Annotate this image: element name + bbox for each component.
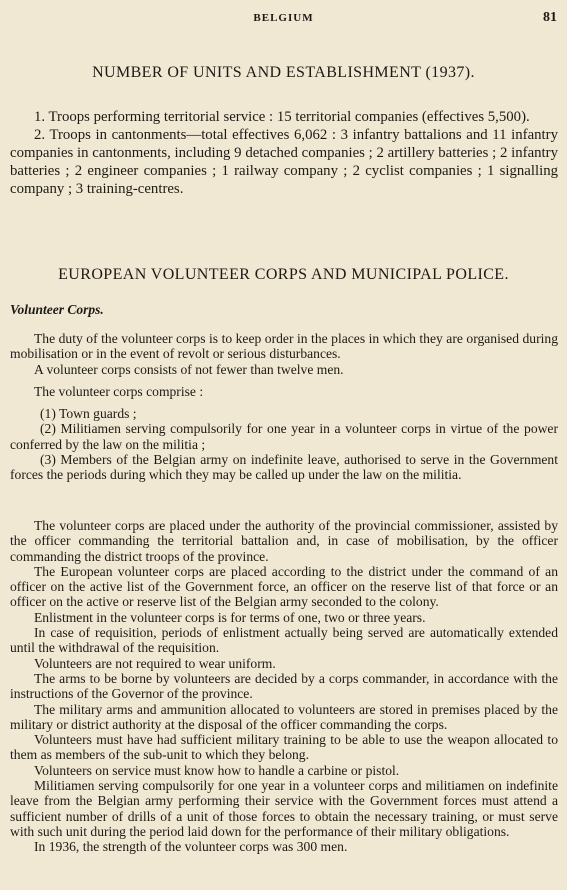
list-intro: The volunteer corps comprise : [34, 384, 204, 399]
paragraph-minimum-men: A volunteer corps consists of not fewer than twelve men. [34, 361, 344, 377]
paragraph-carbine: Volunteers on service must know how to handle a carbine or pistol. [34, 762, 400, 778]
list-item: (1) Town guards ; [40, 406, 137, 421]
paragraph-ammunition: The military arms and ammunition allocated to volunteers are stored in premises placed by the military or district authority at the disposal of the officer commanding the corps. [10, 701, 558, 732]
paragraph-duty: The duty of the volunteer corps is to keep order in the places in which they are organised during mobilisation or in the event of revolt or serious disturbances. [10, 331, 558, 362]
paragraph-arms: The arms to be borne by volunteers are decided by a corps commander, in accordance with the instructions of the Governor of the province. [10, 670, 558, 702]
volunteer-list [10, 406, 558, 482]
paragraph-requisition: In case of requisition, periods of enlistment actually being served are automatically extended until the withdrawal of the requisition. [10, 625, 558, 656]
paragraph-cantonments: 2. Troops in cantonments—total effectives 6,062 : 3 infantry battalions and 11 infantry companies in cantonments, including 9 detached companies ; 2 artillery batteries ; 2 infantry batteries ; 2 engineer companies ; 1 railway company ; 2 cyclist companies ; 1 signalling company ; 3 training-centres. [10, 127, 558, 197]
list-item: (3) Members of the Belgian army on indefinite leave, authorised to serve in the Government forces the periods during which they may be called up under the law on the militia. [10, 451, 558, 483]
section-title-units: NUMBER OF UNITS AND ESTABLISHMENT (1937). [92, 64, 475, 81]
section-units-body [10, 108, 558, 198]
page-number: 81 [543, 10, 557, 25]
paragraph-command: The European volunteer corps are placed according to the district under the command of an officer on the active list of the Government force, an officer on the reserve list of that force or an officer on the active or reserve list of the Belgian army seconded to the colony. [10, 563, 558, 610]
paragraph-authority: The volunteer corps are placed under the authority of the provincial commissioner, assisted by the officer commanding the territorial battalion and, in case of mobilisation, by the officer commanding the district troops of the province. [10, 518, 558, 564]
list-item: (2) Militiamen serving compulsorily for one year in a volunteer corps in virtue of the power conferred by the law on the militia ; [10, 421, 558, 452]
subheading-volunteer-corps: Volunteer Corps. [10, 302, 104, 317]
running-head: BELGIUM [253, 12, 314, 24]
paragraph-militiamen: Militiamen serving compulsorily for one year in a volunteer corps and militiamen on indefinite leave from the Belgian army performing their service with the Government forces must attend a sufficient number of drills of a unit of those forces to obtain the necessary training, or must serve with such unit during the period laid down for the performance of their military obligations. [10, 778, 558, 839]
volunteer-body [10, 518, 558, 855]
paragraph-uniform: Volunteers are not required to wear uniform. [34, 655, 276, 671]
volunteer-opening [10, 331, 558, 377]
paragraph-territorial-service: 1. Troops performing territorial service : 15 territorial companies (effectives 5,500). [34, 109, 530, 125]
section-title-volunteer: EUROPEAN VOLUNTEER CORPS AND MUNICIPAL POLICE. [58, 266, 509, 283]
paragraph-enlistment: Enlistment in the volunteer corps is for terms of one, two or three years. [34, 609, 426, 625]
paragraph-training: Volunteers must have had sufficient military training to be able to use the weapon allocated to them as members of the sub-unit to which they belong. [10, 732, 558, 763]
paragraph-strength: In 1936, the strength of the volunteer corps was 300 men. [34, 839, 348, 855]
